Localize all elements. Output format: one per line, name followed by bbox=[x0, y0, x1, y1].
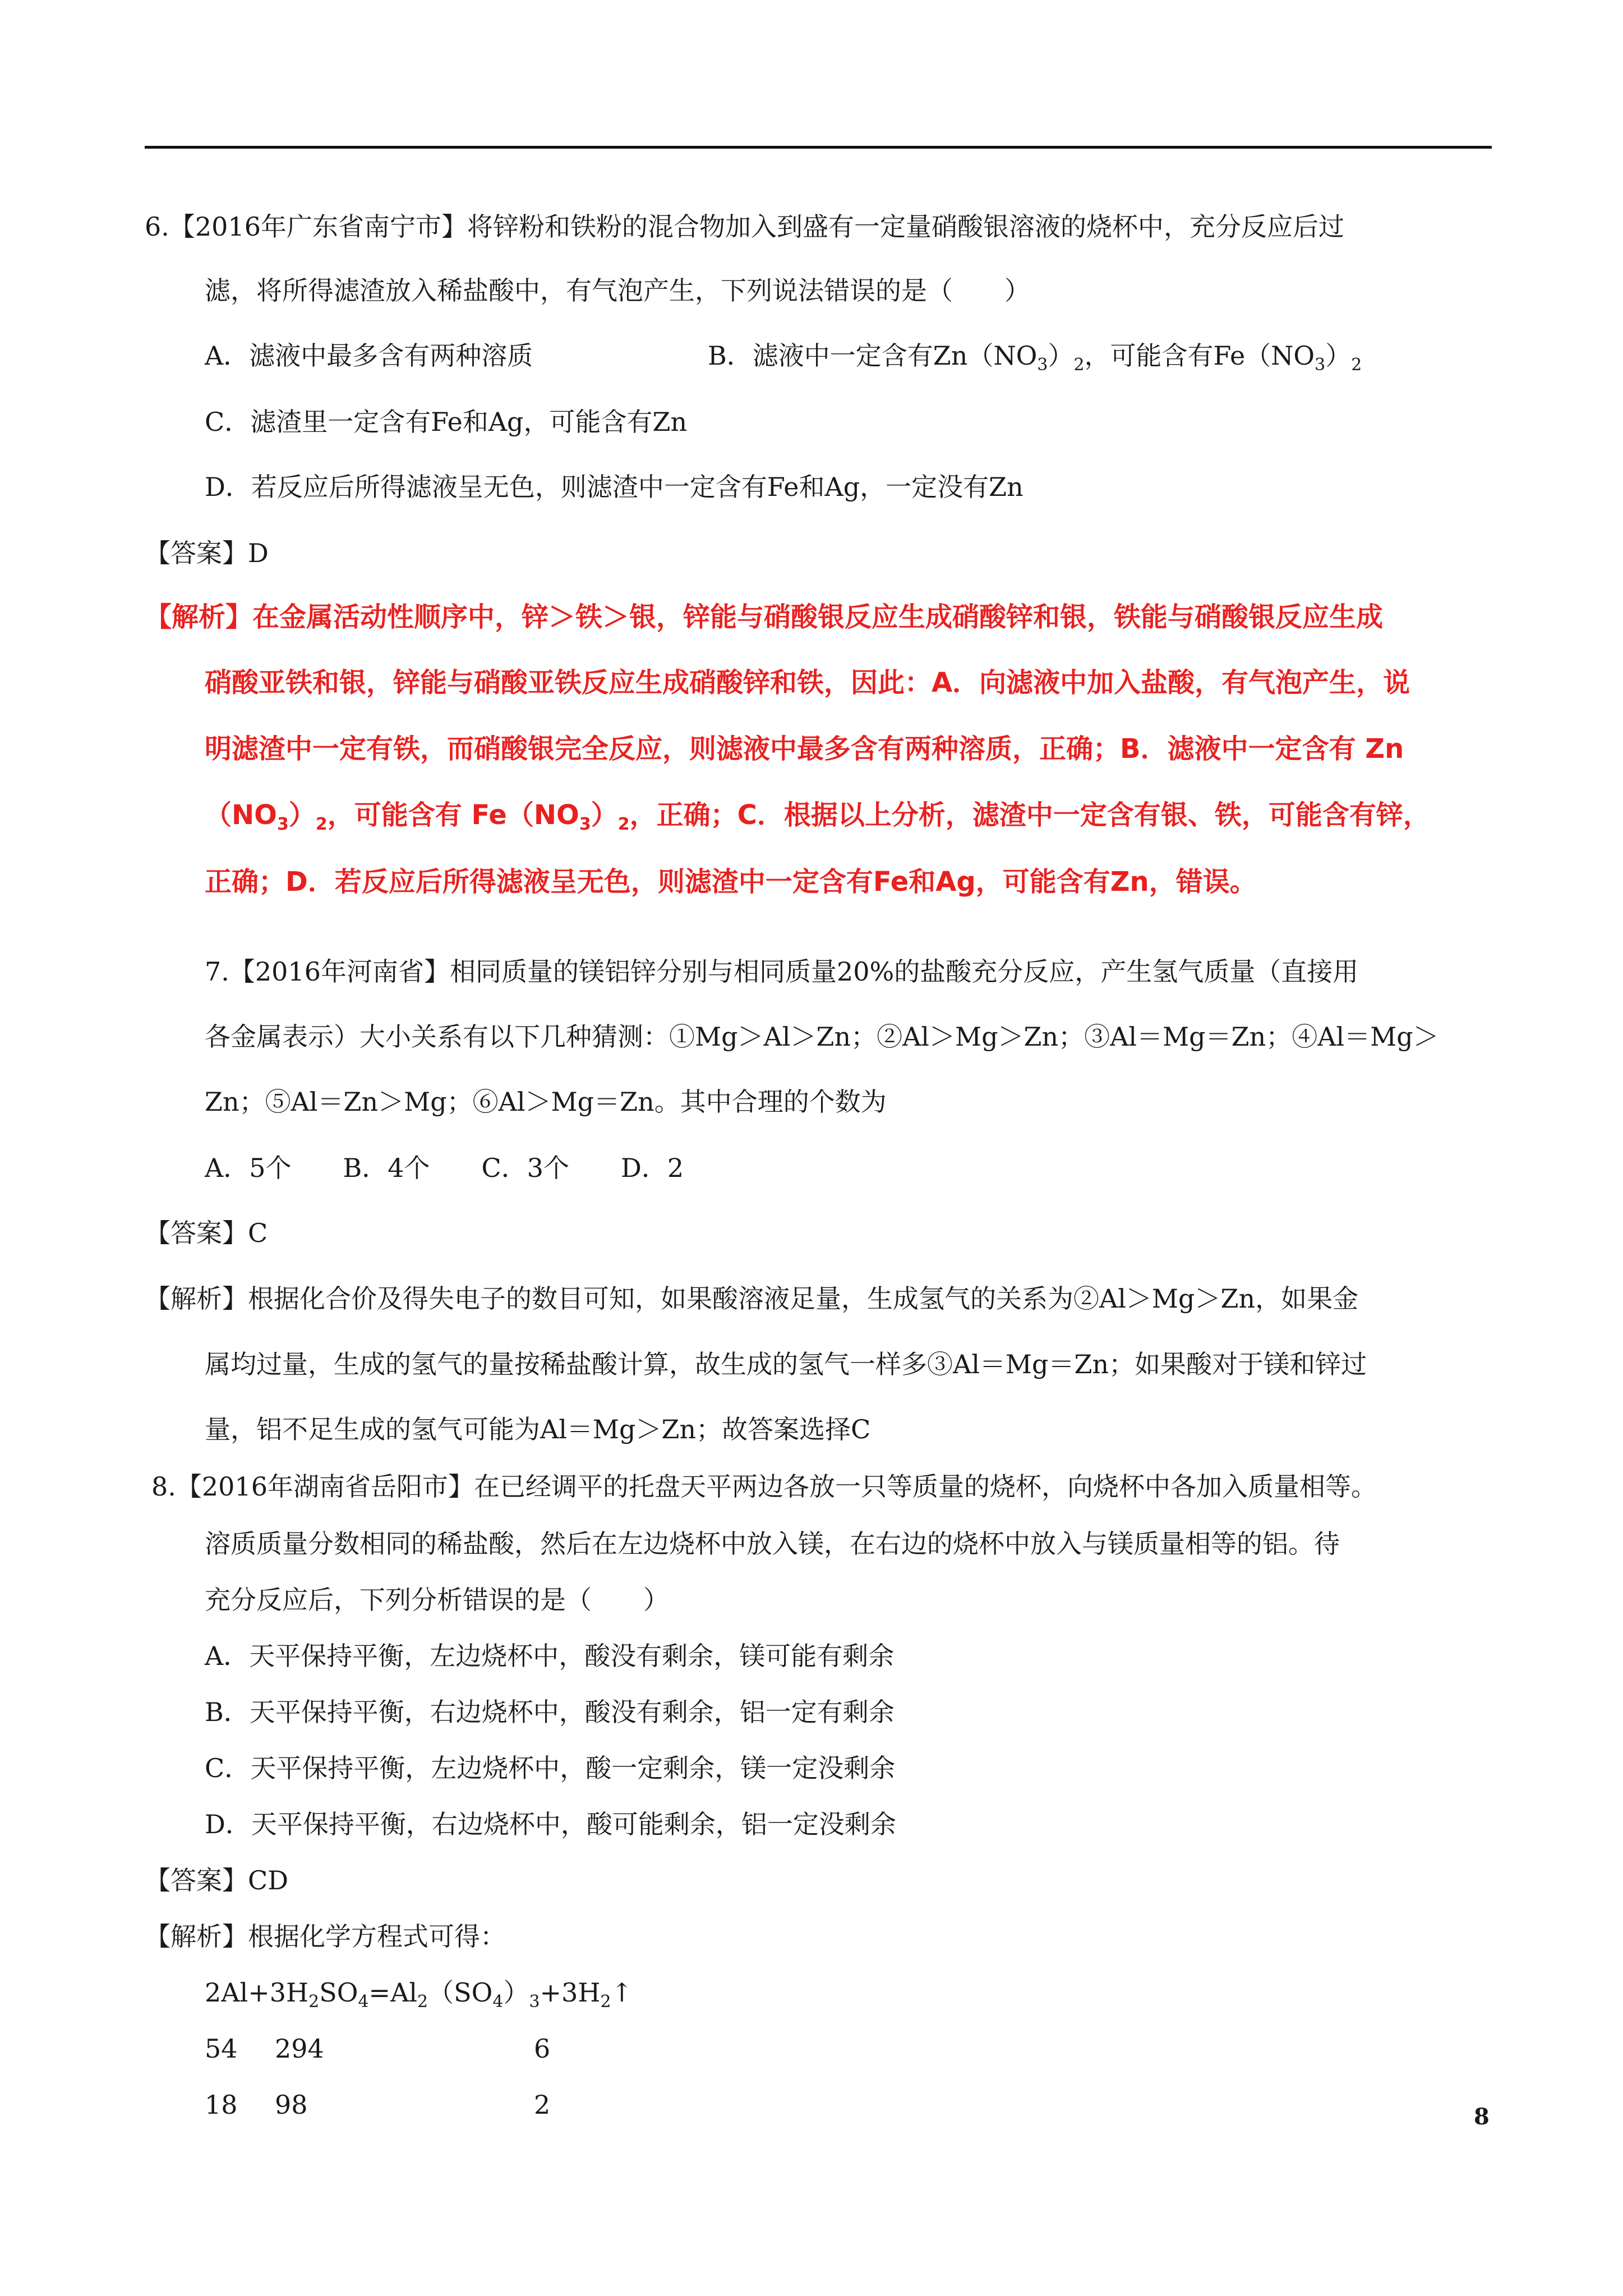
q8-stem-line2: 溶质质量分数相同的稀盐酸，然后在左边烧杯中放入镁，在右边的烧杯中放入与镁质量相等的铝。待 bbox=[205, 1529, 1340, 1559]
q8-option-a: A．天平保持平衡，左边烧杯中，酸没有剩余，镁可能有剩余 bbox=[205, 1641, 895, 1671]
q7-answer: 【答案】C bbox=[145, 1218, 268, 1248]
header-rule bbox=[145, 146, 1492, 149]
q8-analysis-line1: 【解析】根据化学方程式可得： bbox=[145, 1921, 506, 1952]
q8-equation: $2Al+3H_2SO_4=Al_2(SO_4)_3+3H_2↑$ bbox=[205, 1977, 633, 2012]
q6-analysis-line1: 【解析】在金属活动性顺序中，锌＞铁＞银，锌能与硝酸银反应生成硝酸锌和银，铁能与硝酸银反应生成 bbox=[145, 601, 1384, 633]
q8-option-b: B．天平保持平衡，右边烧杯中，酸没有剩余，铝一定有剩余 bbox=[205, 1697, 895, 1727]
q7-analysis-line2: 属均过量，生成的氢气的量按稀盐酸计算，故生成的氢气一样多③Al＝Mg＝Zn；如果酸对于镁和锌过 bbox=[205, 1349, 1367, 1379]
mass-row2-h2: 2 bbox=[534, 2090, 551, 2120]
q6-answer: 【答案】D bbox=[145, 538, 269, 568]
q8-stem-line1: 8.【2016年湖南省岳阳市】在已经调平的托盘天平两边各放一只等质量的烧杯，向烧杯中各加入质量相等。 bbox=[151, 1471, 1377, 1502]
q8-option-c: C．天平保持平衡，左边烧杯中，酸一定剩余，镁一定没剩余 bbox=[205, 1753, 896, 1783]
mass-row1-acid: 294 bbox=[275, 2033, 324, 2064]
mass-row2-mg: 18 bbox=[205, 2090, 238, 2120]
q7-stem-line2: 各金属表示）大小关系有以下几种猜测：①Mg＞Al＞Zn；②Al＞Mg＞Zn；③Al＝Mg＝Zn；④Al＝Mg＞ bbox=[205, 1022, 1439, 1052]
q6-analysis-line5: 正确；D．若反应后所得滤液呈无色，则滤渣中一定含有Fe和Ag，可能含有Zn，错误。 bbox=[205, 866, 1257, 898]
q8-option-d: D．天平保持平衡，右边烧杯中，酸可能剩余，铝一定没剩余 bbox=[205, 1809, 896, 1839]
q7-options: A．5个 B．4个 C．3个 D．2 bbox=[205, 1153, 684, 1183]
q7-analysis-line1: 【解析】根据化合价及得失电子的数目可知，如果酸溶液足量，生成氢气的关系为②Al＞Mg＞Zn，如果金 bbox=[145, 1283, 1359, 1314]
q6-analysis-line2: 硝酸亚铁和银，锌能与硝酸亚铁反应生成硝酸锌和铁，因此：A．向滤液中加入盐酸，有气泡产生，说 bbox=[205, 667, 1410, 698]
q6-option-a: A．滤液中最多含有两种溶质 bbox=[205, 341, 533, 371]
q6-option-c: C．滤渣里一定含有Fe和Ag，可能含有Zn bbox=[205, 407, 688, 437]
q8-answer: 【答案】CD bbox=[145, 1865, 289, 1895]
q6-analysis-line3: 明滤渣中一定有铁，而硝酸银完全反应，则滤液中最多含有两种溶质，正确；B．滤液中一定含有 Zn bbox=[205, 733, 1404, 765]
q7-analysis-line3: 量，铝不足生成的氢气可能为Al＝Mg＞Zn；故答案选择C bbox=[205, 1414, 871, 1444]
q8-stem-line3: 充分反应后，下列分析错误的是（ ） bbox=[205, 1585, 669, 1615]
mass-row2-acid: 98 bbox=[275, 2090, 308, 2120]
mass-row1-mg: 54 bbox=[205, 2033, 238, 2064]
mass-row1-h2: 6 bbox=[534, 2033, 551, 2064]
page-number: 8 bbox=[1474, 2104, 1490, 2130]
q6-option-b: B．滤液中一定含有$Zn(NO_3)_2$，可能含有$Fe(NO_3)_2$ bbox=[708, 341, 1362, 375]
q6-analysis-line4: $(NO_3)_2$，可能含有 $Fe(NO_3)_2$，正确；C．根据以上分析，滤渣中一定含有银、铁，可能含有锌， bbox=[205, 799, 1430, 834]
q6-option-d: D．若反应后所得滤液呈无色，则滤渣中一定含有Fe和Ag，一定没有Zn bbox=[205, 472, 1023, 502]
q7-stem-line1: 7.【2016年河南省】相同质量的镁铝锌分别与相同质量20%的盐酸充分反应，产生氢气质量（直接用 bbox=[205, 956, 1359, 987]
q6-stem-line1: 6.【2016年广东省南宁市】将锌粉和铁粉的混合物加入到盛有一定量硝酸银溶液的烧杯中，充分反应后过 bbox=[145, 211, 1344, 242]
q6-stem-line2: 滤，将所得滤渣放入稀盐酸中，有气泡产生，下列说法错误的是（ ） bbox=[205, 275, 1030, 306]
q7-stem-line3: Zn；⑤Al＝Zn＞Mg；⑥Al＞Mg＝Zn。其中合理的个数为 bbox=[205, 1087, 887, 1117]
